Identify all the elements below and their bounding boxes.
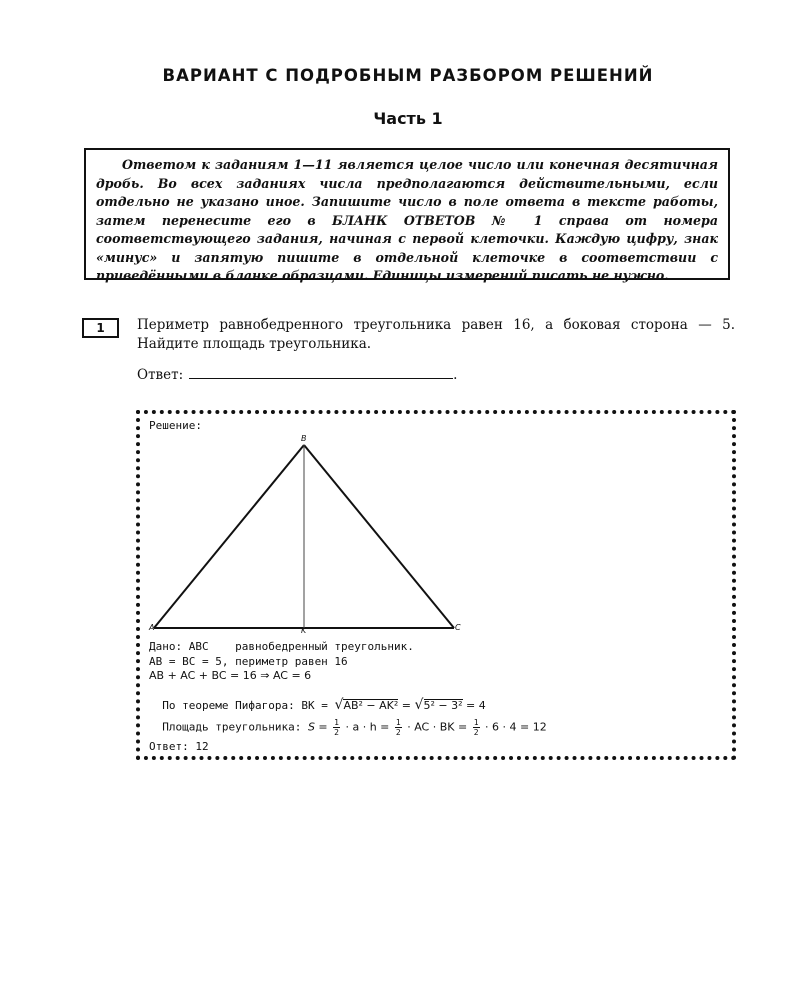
fraction-1-den: 2 <box>334 728 339 737</box>
task-number: 1 <box>82 318 119 338</box>
sqrt-2: √ 5² − 3² <box>414 697 463 713</box>
fraction-2 <box>395 718 402 737</box>
answer-end: . <box>453 367 458 383</box>
fraction-1-num: 1 <box>334 718 339 727</box>
part-title: Часть 1 <box>373 109 443 128</box>
triangle-diagram <box>140 435 480 640</box>
point-k-label: K <box>301 626 307 635</box>
fraction-3-num: 1 <box>473 718 479 727</box>
pythagoras-result: = 4 <box>462 699 486 712</box>
answer-line <box>137 366 457 383</box>
area-prefix: Площадь треугольника: <box>162 720 308 734</box>
answer-label: Ответ: <box>137 367 184 383</box>
fraction-3-den: 2 <box>473 728 479 737</box>
solution-answer: Ответ: 12 <box>149 740 209 753</box>
given-line-3: AB + AC + BC = 16 ⇒ AC = 6 <box>149 669 312 682</box>
instructions-box: Ответом к заданиям 1—11 является целое число или конечная десятичная дробь. Во всех заданиях числа предполагаются действительными, если отдельно не указано иное. Запишите число в поле ответа в тексте работы, затем перенесите его в БЛАНК ОТВЕТОВ № 1 справа от номера соответствующего задания, начиная с первой клеточки. Каждую цифру, знак «минус» и запятую пишите в отдельной клеточке в соответствии с приведёнными в бланке образцами. Единицы измерений писать не нужно. <box>84 148 730 280</box>
sqrt-1: √ AB² − AK² <box>334 697 399 713</box>
point-c-label: C <box>455 623 461 632</box>
given-line-1: Дано: ABC равнобедренный треугольник. <box>149 640 414 653</box>
fraction-2-den: 2 <box>395 728 401 737</box>
fraction-2-num: 1 <box>395 718 401 727</box>
point-a-label: A <box>149 623 155 632</box>
answer-blank[interactable] <box>189 366 453 379</box>
area-part-2: · AC · BK = <box>403 720 471 734</box>
side-bc <box>304 445 454 628</box>
area-line <box>149 705 547 737</box>
point-b-label: B <box>301 434 307 443</box>
area-s: S = <box>307 720 332 734</box>
task-text: Периметр равнобедренного треугольника равен 16, а боковая сторона — 5. Найдите площадь треугольника. <box>137 317 735 352</box>
pythagoras-equals: = <box>398 699 415 712</box>
given-line-2: AB = BC = 5, периметр равен 16 <box>149 655 348 668</box>
area-part-3: · 6 · 4 = 12 <box>481 720 547 734</box>
fraction-1 <box>333 718 340 737</box>
sqrt-1-radicand: AB² − AK² <box>343 699 399 712</box>
fraction-3 <box>473 718 480 737</box>
area-part-1: · a · h = <box>341 720 393 734</box>
side-ab <box>154 445 304 628</box>
sqrt-2-radicand: 5² − 3² <box>423 699 463 712</box>
pythagoras-prefix: По теореме Пифагора: BK = <box>162 699 335 712</box>
page-title: ВАРИАНТ С ПОДРОБНЫМ РАЗБОРОМ РЕШЕНИЙ <box>162 66 654 85</box>
solution-heading: Решение: <box>149 419 202 432</box>
